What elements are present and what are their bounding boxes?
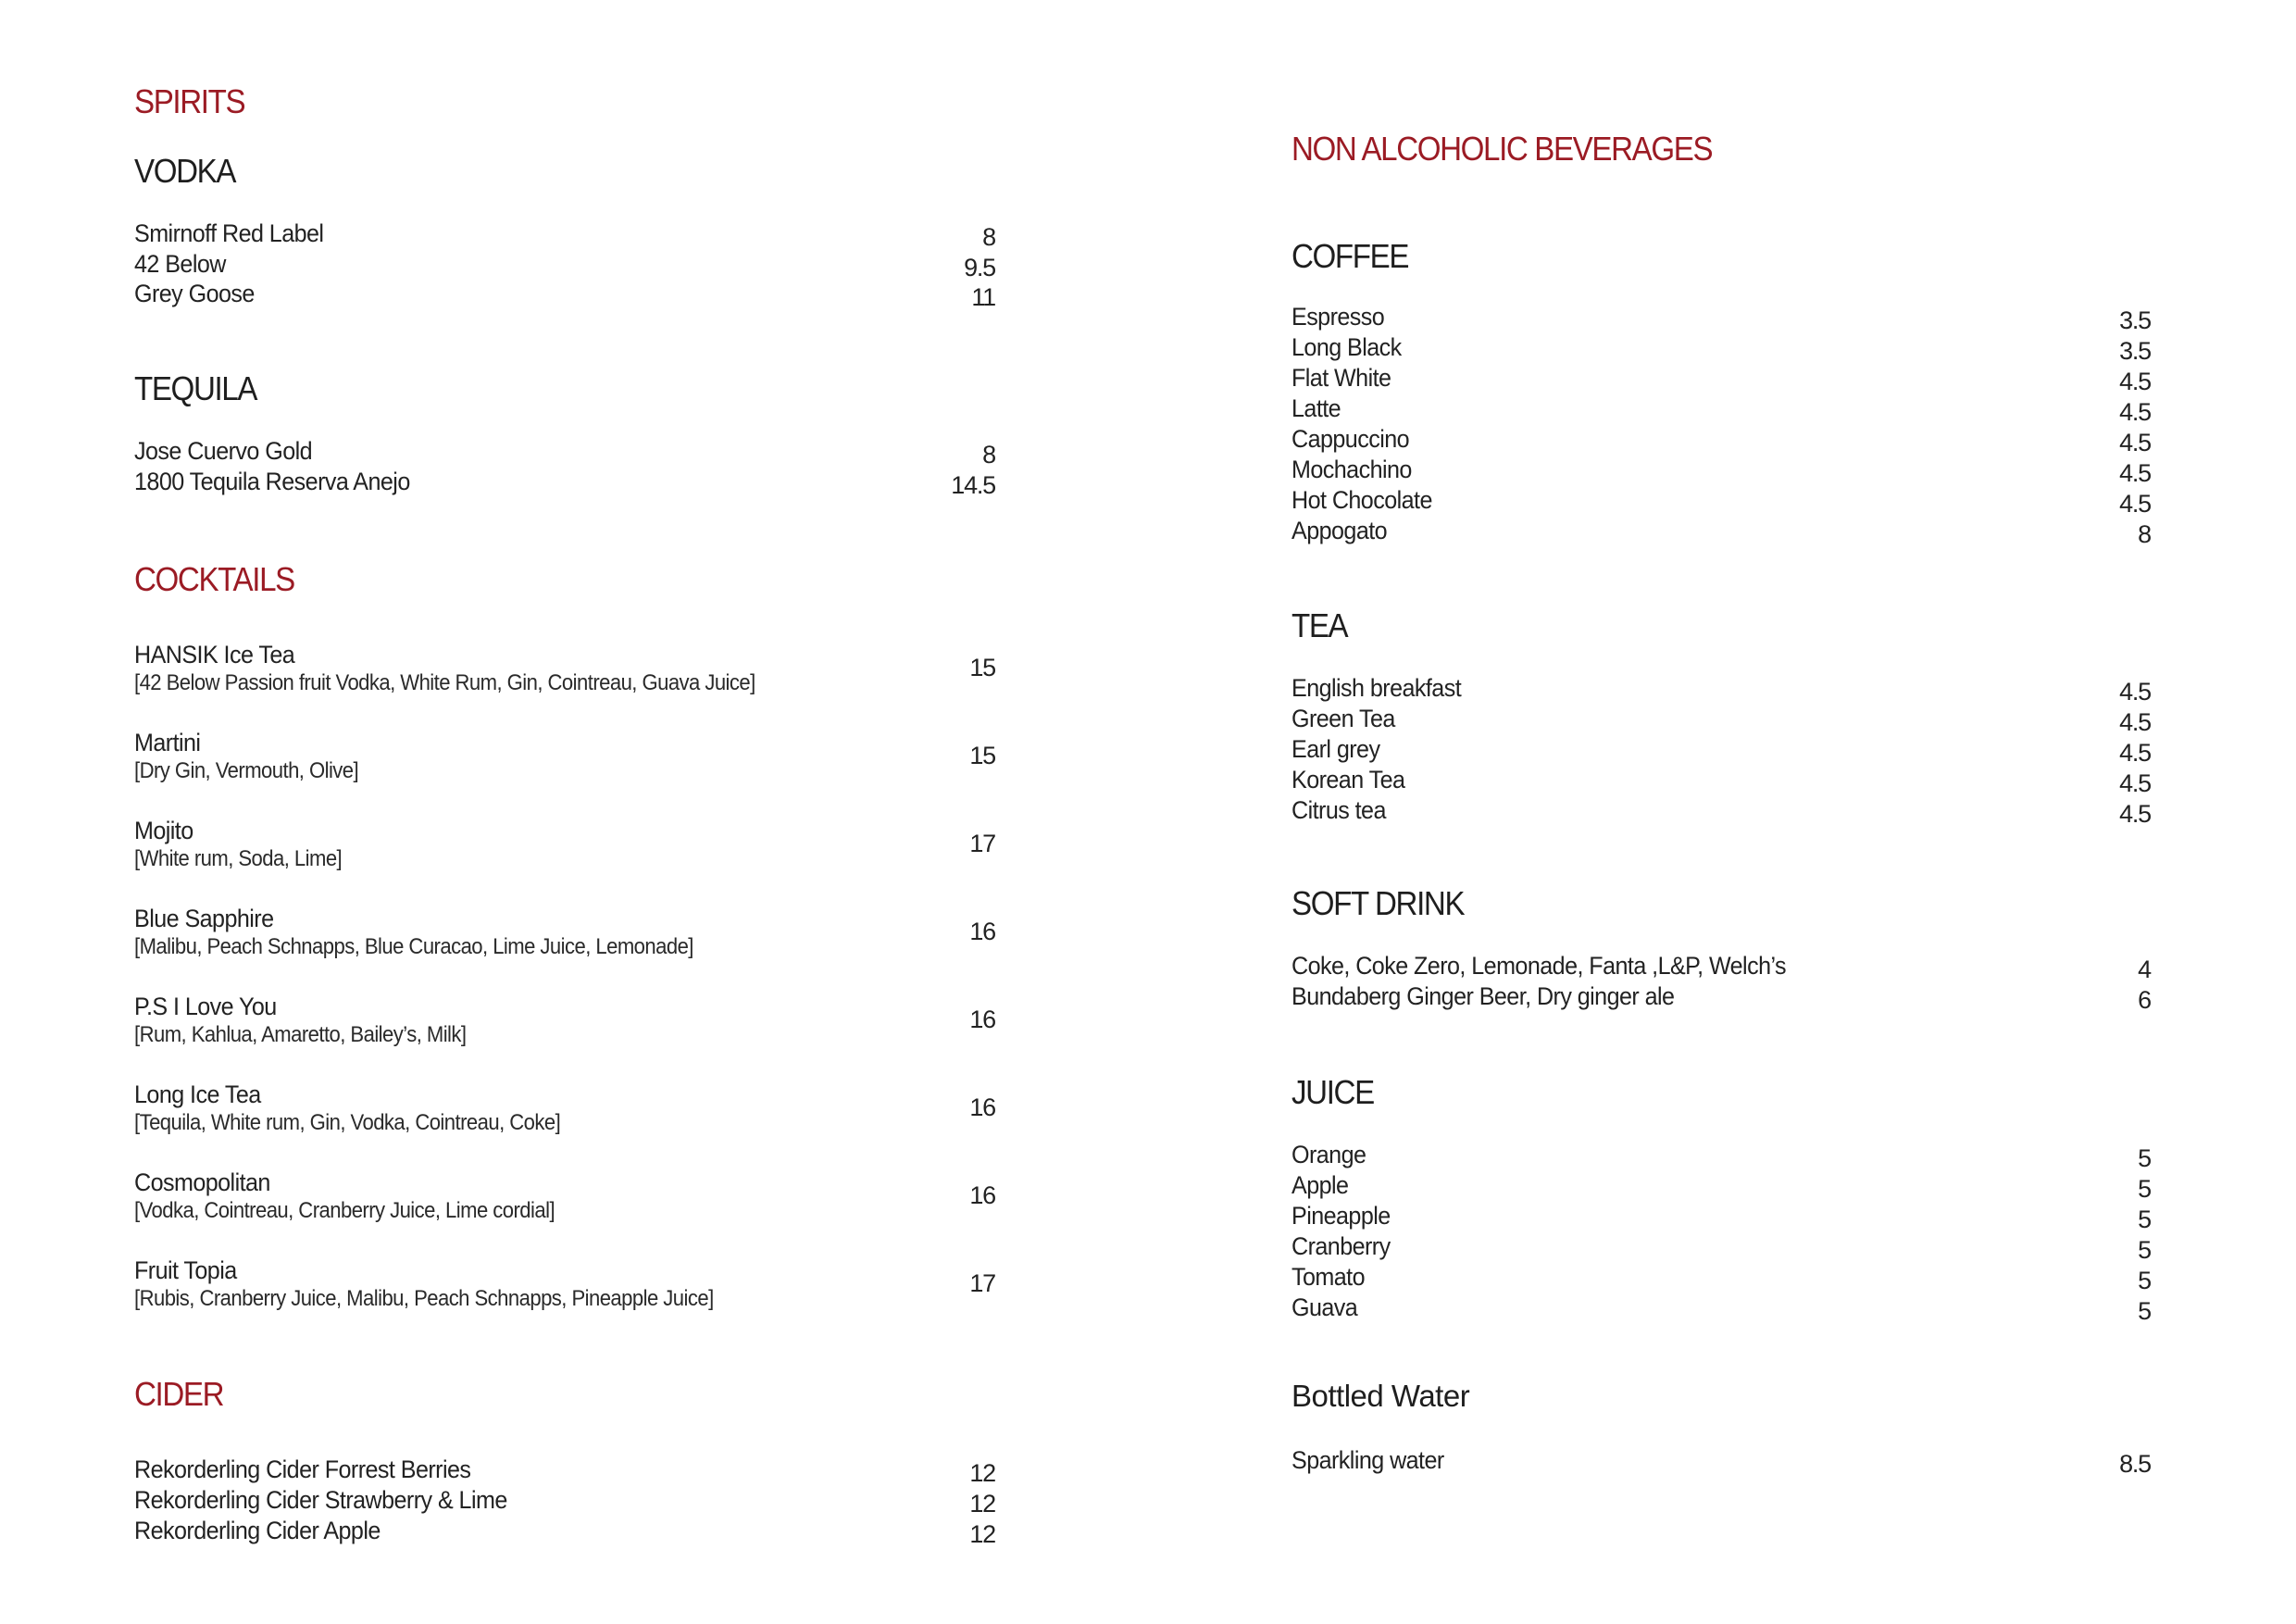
item-price: 4.5 [2119,398,2151,426]
menu-item [1292,364,2151,394]
item-price: 8.5 [2119,1450,2151,1478]
item-price: 4.5 [2119,769,2151,797]
cocktail-item [134,1256,995,1321]
subsection-title-coffee: COFFEE [1292,237,1409,275]
cocktail-price: 17 [969,1269,995,1297]
item-name: Flat White [1292,364,1391,392]
menu-item [1292,1446,2151,1477]
item-name: Cranberry [1292,1232,1391,1260]
item-name: Latte [1292,394,1341,422]
item-name: Tomato [1292,1263,1366,1291]
right-column [1292,0,2151,1624]
item-price: 12 [969,1520,995,1548]
section-title-cocktails: COCKTAILS [134,560,294,598]
cocktail-price: 16 [969,1181,995,1209]
cocktail-name: Long Ice Tea [134,1081,261,1108]
item-price: 4.5 [2119,678,2151,706]
item-name: Bundaberg Ginger Beer, Dry ginger ale [1292,982,1675,1010]
item-name: Appogato [1292,517,1388,544]
cocktail-item [134,905,995,969]
item-name: Apple [1292,1171,1349,1199]
item-name: 42 Below [134,250,226,278]
menu-item [1292,1171,2151,1202]
menu-item [1292,333,2151,364]
menu-item [134,437,995,468]
menu-item [134,219,995,250]
menu-item [1292,456,2151,486]
menu-item [134,468,995,498]
item-name: Guava [1292,1293,1358,1321]
menu-item [134,250,995,281]
left-column [134,0,995,1624]
item-price: 5 [2138,1236,2151,1264]
item-name: Korean Tea [1292,766,1405,793]
item-name: Rekorderling Cider Forrest Berries [134,1455,471,1483]
item-price: 4.5 [2119,368,2151,395]
item-name: Rekorderling Cider Apple [134,1517,381,1544]
item-price: 4.5 [2119,708,2151,736]
item-name: Hot Chocolate [1292,486,1432,514]
item-name: Green Tea [1292,705,1395,732]
item-price: 12 [969,1490,995,1518]
item-price: 11 [971,283,995,311]
item-price: 6 [2138,986,2151,1014]
menu-item [1292,394,2151,425]
menu-item [134,1455,995,1486]
menu-item [1292,486,2151,517]
item-price: 4 [2138,956,2151,983]
item-name: Pineapple [1292,1202,1391,1230]
cocktail-price: 15 [969,742,995,769]
cocktail-name: Fruit Topia [134,1256,237,1284]
cocktail-item [134,817,995,881]
cocktail-name: Blue Sapphire [134,905,274,932]
item-name: Earl grey [1292,735,1380,763]
subsection-title-tea: TEA [1292,606,1348,644]
menu-item [1292,952,2151,982]
item-price: 4.5 [2119,800,2151,828]
cocktail-ingredients: [Rum, Kahlua, Amaretto, Bailey’s, Milk] [134,1022,467,1047]
menu-item [1292,1293,2151,1324]
item-price: 5 [2138,1206,2151,1233]
menu-item [1292,517,2151,547]
item-price: 5 [2138,1297,2151,1325]
section-title-cider: CIDER [134,1375,224,1413]
cocktail-ingredients: [Tequila, White rum, Gin, Vodka, Cointreau, Coke] [134,1110,561,1135]
item-price: 8 [982,223,995,251]
menu-item [1292,982,2151,1013]
cocktail-item [134,993,995,1057]
section-title-spirits: SPIRITS [134,82,245,120]
item-price: 4.5 [2119,739,2151,767]
cocktail-name: P.S I Love You [134,993,277,1020]
cocktail-ingredients: [Rubis, Cranberry Juice, Malibu, Peach Schnapps, Pineapple Juice] [134,1286,714,1311]
menu-item [1292,1141,2151,1171]
item-price: 5 [2138,1267,2151,1294]
item-price: 9.5 [964,254,995,281]
menu-item [134,1517,995,1547]
section-title-non-alcoholic: NON ALCOHOLIC BEVERAGES [1292,130,1713,168]
item-price: 12 [969,1459,995,1487]
cocktail-price: 16 [969,1093,995,1121]
cocktail-ingredients: [Vodka, Cointreau, Cranberry Juice, Lime cordial] [134,1198,555,1223]
item-price: 8 [2138,520,2151,548]
cocktail-ingredients: [42 Below Passion fruit Vodka, White Rum, Gin, Cointreau, Guava Juice] [134,670,755,695]
item-price: 8 [982,441,995,468]
item-price: 4.5 [2119,429,2151,456]
item-name: English breakfast [1292,674,1462,702]
menu-item [1292,425,2151,456]
subsection-title-juice: JUICE [1292,1073,1374,1111]
subsection-title-bottled-water: Bottled Water [1292,1379,1470,1413]
item-price: 5 [2138,1175,2151,1203]
item-name: Espresso [1292,303,1385,331]
item-price: 5 [2138,1144,2151,1172]
cocktail-price: 17 [969,830,995,857]
cocktail-name: Martini [134,729,201,756]
item-name: Citrus tea [1292,796,1386,824]
cocktail-name: Mojito [134,817,193,844]
item-price: 3.5 [2119,337,2151,365]
subsection-title-soft-drink: SOFT DRINK [1292,884,1465,922]
cocktail-ingredients: [White rum, Soda, Lime] [134,846,343,871]
cocktail-name: HANSIK Ice Tea [134,641,295,668]
item-name: Orange [1292,1141,1366,1168]
item-price: 4.5 [2119,490,2151,518]
cocktail-ingredients: [Malibu, Peach Schnapps, Blue Curacao, Lime Juice, Lemonade] [134,934,693,959]
cocktail-price: 15 [969,654,995,681]
subsection-title-vodka: VODKA [134,152,236,190]
subsection-title-tequila: TEQUILA [134,369,257,407]
item-name: Sparkling water [1292,1446,1444,1474]
menu-item [1292,1232,2151,1263]
item-name: Grey Goose [134,280,255,307]
menu-item [1292,796,2151,827]
cocktail-item [134,1168,995,1233]
item-name: Coke, Coke Zero, Lemonade, Fanta ,L&P, Welch’s [1292,952,1787,980]
cocktail-item [134,1081,995,1145]
menu-item [1292,735,2151,766]
menu-item [1292,766,2151,796]
item-price: 3.5 [2119,306,2151,334]
menu-item [134,1486,995,1517]
cocktail-item [134,641,995,706]
item-name: Jose Cuervo Gold [134,437,313,465]
item-name: Cappuccino [1292,425,1410,453]
item-name: Smirnoff Red Label [134,219,324,247]
item-name: 1800 Tequila Reserva Anejo [134,468,410,495]
item-price: 14.5 [951,471,995,499]
cocktail-name: Cosmopolitan [134,1168,270,1196]
cocktail-item [134,729,995,793]
menu-item [1292,705,2151,735]
cocktail-price: 16 [969,918,995,945]
cocktail-price: 16 [969,1006,995,1033]
cocktail-ingredients: [Dry Gin, Vermouth, Olive] [134,758,359,783]
menu-item [1292,1263,2151,1293]
menu-item [134,280,995,310]
menu-item [1292,1202,2151,1232]
menu-item [1292,303,2151,333]
item-price: 4.5 [2119,459,2151,487]
item-name: Long Black [1292,333,1402,361]
item-name: Mochachino [1292,456,1412,483]
menu-item [1292,674,2151,705]
item-name: Rekorderling Cider Strawberry & Lime [134,1486,507,1514]
